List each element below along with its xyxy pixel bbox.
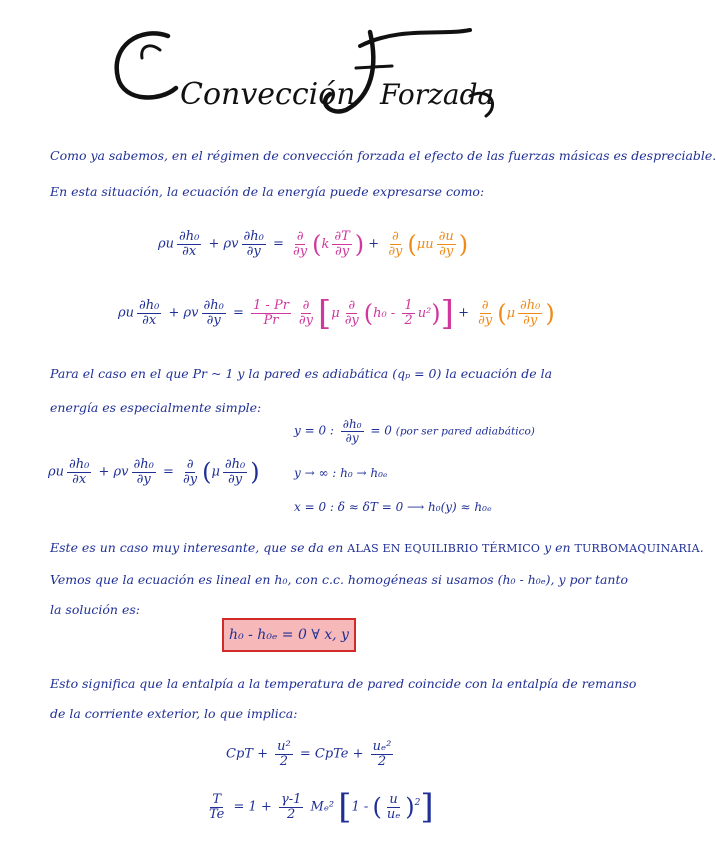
para3-line-2: Vemos que la ecuación es lineal en h₀, con c.c. homogéneas si usamos (h₀ - h₀ₑ), y por tanto	[50, 572, 629, 587]
boundary-condition-wall: y = 0 : $\frac{\text{∂h₀}}{\partial y}$ = 0 (por ser pared adiabático)	[294, 417, 535, 445]
equation-stagnation-enthalpy: CpT + $\frac{\text{u²}}{2}$ = CpTe + $\frac{\text{uₑ²}}{2}$	[226, 739, 392, 769]
para2-line-2: energía es especialmente simple:	[50, 400, 262, 415]
title-calligraphy	[0, 6, 646, 124]
equation-energy-simple: ρu $\frac{\text{∂h₀}}{\partial x}$ + ρv $\frac{\text{∂h₀}}{\partial y}$ = $\frac{\partial}{\partial y}$ (μ $\frac{\text{∂h₀}}{\partial y}$ )	[48, 457, 260, 487]
boundary-condition-infinity: y → ∞ : h₀ → h₀ₑ	[294, 466, 388, 480]
para4-line-2: de la corriente exterior, lo que implica:	[50, 706, 298, 721]
title-part1: Convección	[180, 77, 356, 112]
flourish-f-icon	[360, 30, 470, 46]
intro-line-1: Como ya sabemos, en el régimen de convección forzada el efecto de las fuerzas másicas es despreciable.	[50, 148, 716, 163]
intro-line-2: En esta situación, la ecuación de la energía puede expresarse como:	[50, 184, 485, 199]
para3-line-3: la solución es:	[50, 602, 140, 617]
boxed-solution: h₀ - h₀ₑ = 0 ∀ x, y	[222, 618, 356, 652]
equation-energy-1: ρu $\frac{\text{∂h₀}}{\partial x}$ + ρv $\frac{\text{∂h₀}}{\partial y}$ = $\frac{\partial}{\partial y}$ (k $\frac{\partial T}{\partial y}$ ) + $\frac{\partial}{\partial y}$ (μu $\frac{\partial u}{\partial y}$ )	[158, 229, 469, 259]
flourish-c-icon	[117, 33, 176, 97]
initial-condition: x = 0 : δ ≈ δT = 0 ⟶ h₀(y) ≈ h₀ₑ	[294, 500, 492, 514]
title-part2: Forzada	[380, 78, 495, 111]
para2-line-1: Para el caso en el que Pr ~ 1 y la pared es adiabática (qₚ = 0) la ecuación de la	[50, 366, 553, 381]
para3-line-1: Este es un caso muy interesante, que se da en ALAS EN EQUILIBRIO TÉRMICO y en TURBOMAQUINARIA.	[50, 540, 704, 555]
equation-temperature-ratio: $\frac{T}{Te}$ = 1 + $\frac{\gamma-1}{2}$ Mₑ² [1 - ( $\frac{u}{\text{uₑ}}$ )$^2$]	[209, 787, 434, 827]
equation-energy-2: ρu $\frac{\text{∂h₀}}{\partial x}$ + ρv $\frac{\text{∂h₀}}{\partial y}$ = $\frac{1 - Pr}{Pr}$ $\frac{\partial}{\partial y}$ [μ $\frac{\partial}{\partial y}$ (h₀ - $\frac{1}{2}$ u²)] + $\frac{\partial}{\partial y}$ (μ $\frac{\text{∂h₀}}{\partial y}$ )	[118, 293, 555, 333]
para4-line-1: Esto significa que la entalpía a la temperatura de pared coincide con la entalpía de remanso	[50, 676, 637, 691]
page-title	[0, 6, 646, 124]
